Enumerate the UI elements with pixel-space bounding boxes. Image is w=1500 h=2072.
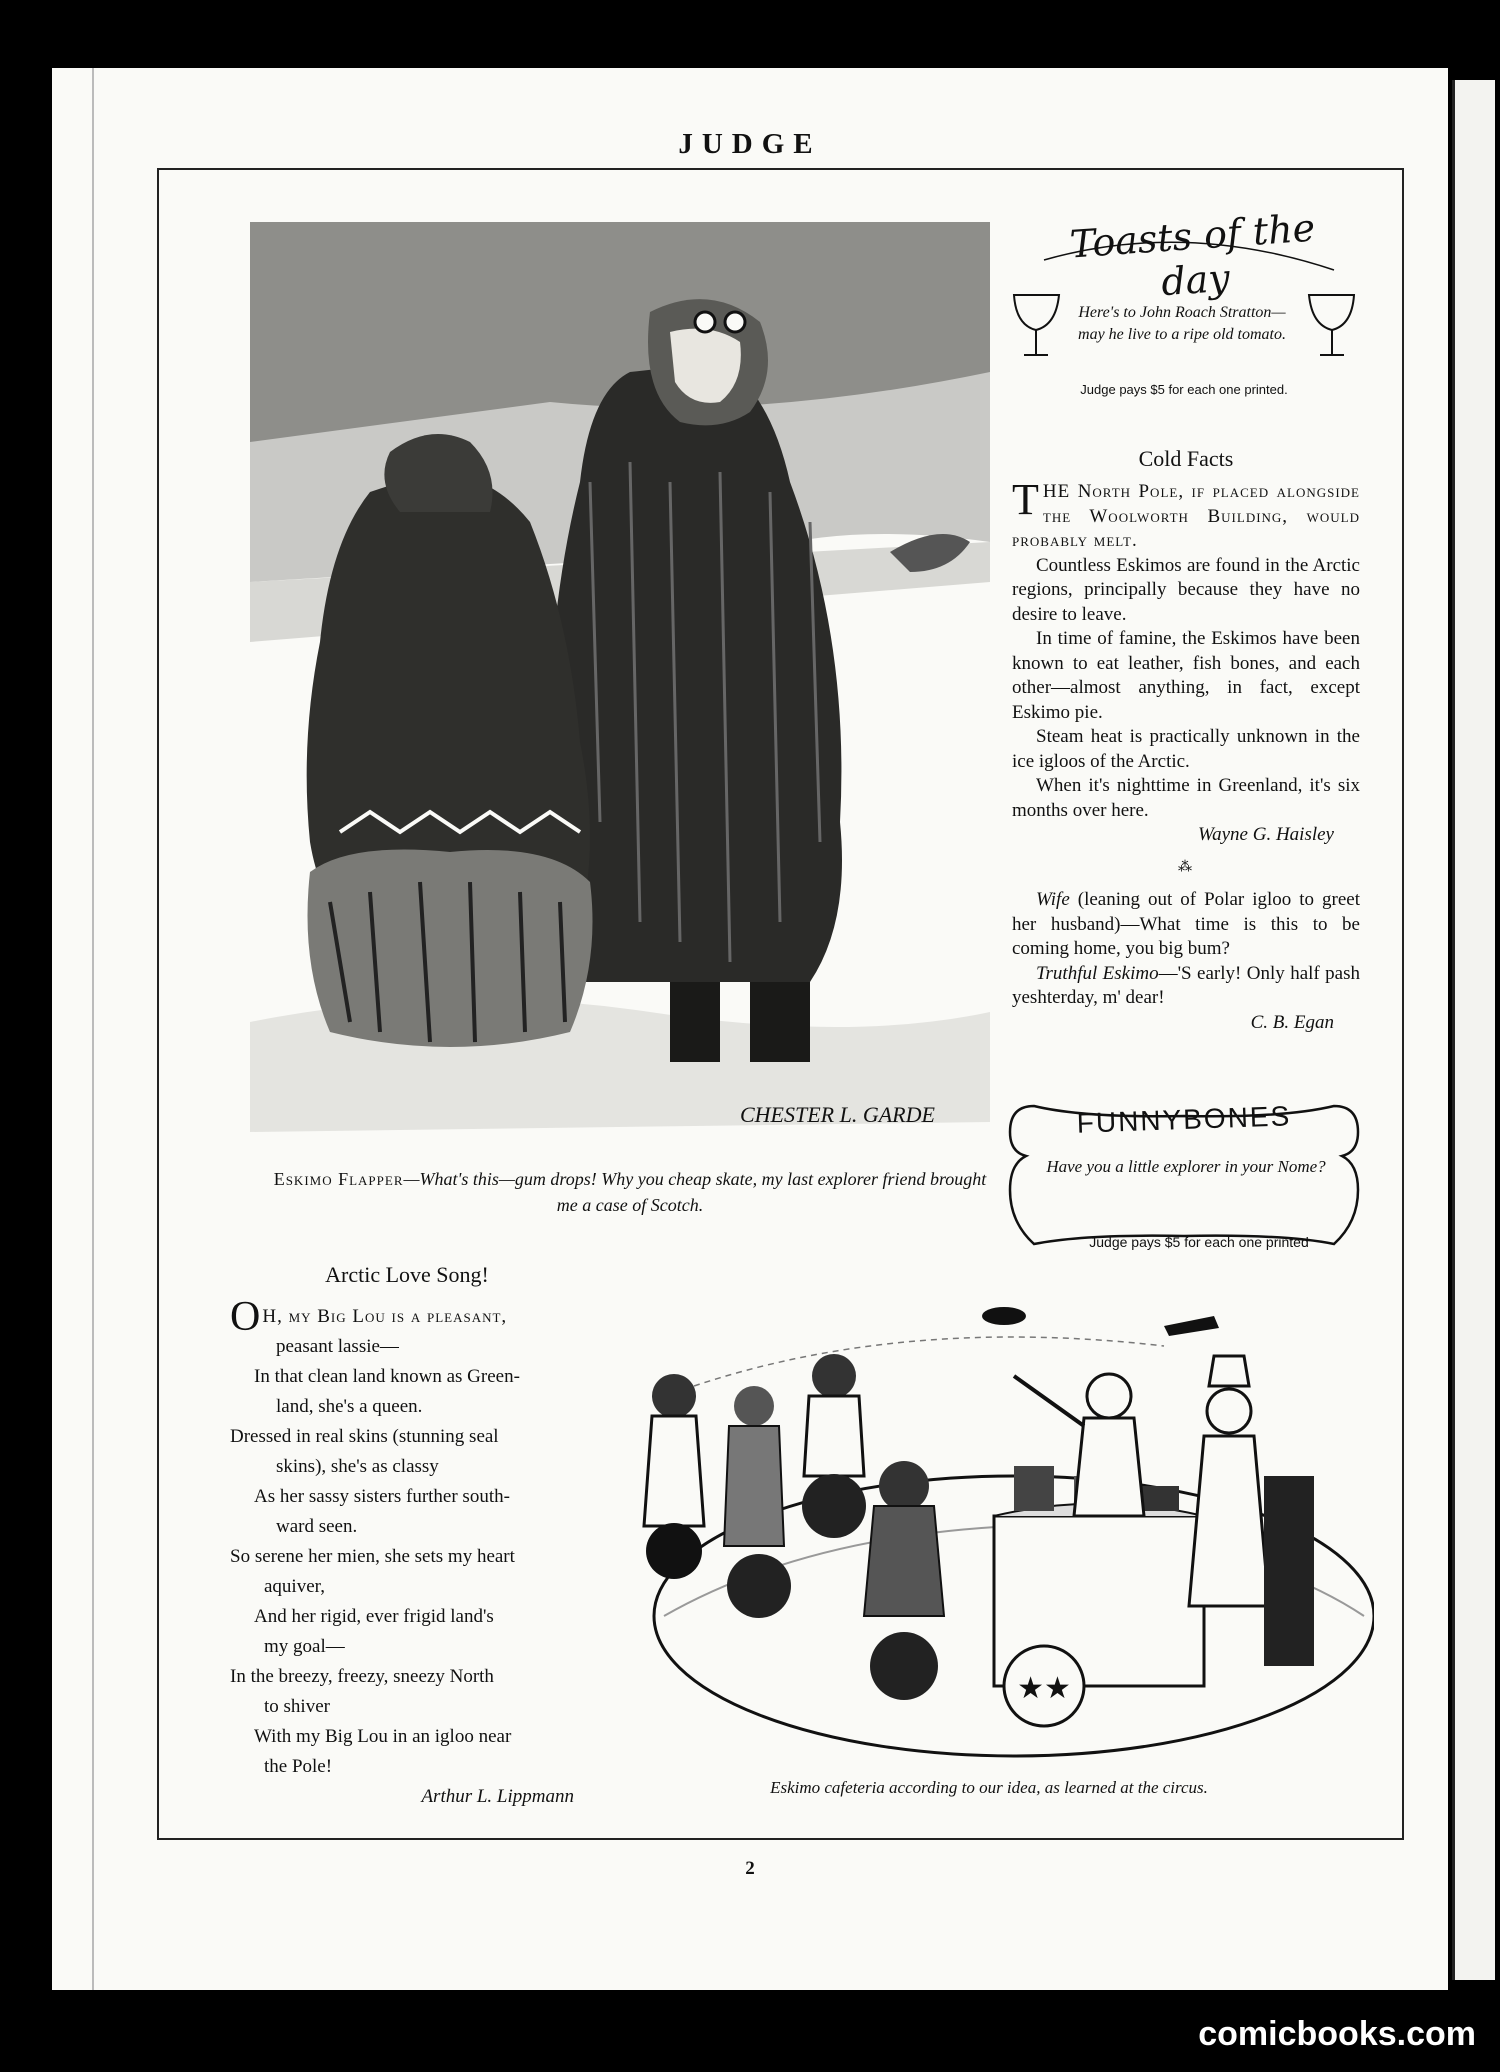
toasts-text: Here's to John Roach Stratton—may he live to a ripe old tomato. [1078,304,1286,343]
wife-speaker: Wife [1036,889,1070,910]
eskimo-cafeteria-caption: Eskimo cafeteria according to our idea, as learned at the circus. [770,1778,1208,1797]
cold-facts-p4: Steam heat is practically unknown in the ice igloos of the Arctic. [1012,726,1360,772]
poem-author: Arthur L. Lippmann [421,1786,574,1807]
poem-line: to shiver [264,1696,330,1717]
page-inner-edge [92,68,94,1990]
poem-line: aquiver, [264,1576,325,1597]
page-header: JUDGE [678,128,822,160]
star-ball-stars: ★★ [1017,1672,1071,1705]
funnybones-text: Have you a little explorer in your Nome? [1046,1157,1326,1176]
poem-line: With my Big Lou in an igloo near [254,1726,512,1747]
poem-line: land, she's a queen. [276,1396,423,1417]
caption-text: —What's this—gum drops! Why you cheap skate, my last explorer friend brought me a case of Scotch. [403,1169,987,1215]
poem-line: In that clean land known as Green- [254,1366,520,1387]
cartoon-signature: CHESTER L. GARDE [740,1102,935,1127]
section-ornament: ⁂ [1178,859,1194,875]
funnybones-title: FUNNYBONES [1076,1100,1292,1139]
poem-line: In the breezy, freezy, sneezy North [230,1666,494,1687]
eskimo-flapper-caption [270,1166,990,1218]
funnybones-payment-note: Judge pays $5 for each one printed [1089,1234,1309,1250]
cold-facts-p3: In time of famine, the Eskimos have been known to eat leather, fish bones, and each other—almost anything, in fact, except Eskimo pie. [1012,628,1360,723]
toasts-of-the-day-box [1004,205,1364,410]
poem-line: peasant lassie— [276,1336,399,1357]
eskimo-flapper-cartoon [250,222,990,1142]
poem-dropcap: O [230,1294,261,1340]
poem-title: Arctic Love Song! [325,1262,489,1287]
cold-facts-p5: When it's nighttime in Greenland, it's six months over here. [1012,775,1360,821]
cold-facts-title: Cold Facts [1138,446,1234,471]
poem-line: my goal— [264,1636,345,1657]
cold-facts-article [1012,475,1361,1035]
cold-facts-author: Wayne G. Haisley [1198,824,1334,845]
poem-line: As her sassy sisters further south- [254,1486,510,1507]
cold-facts-p2: Countless Eskimos are found in the Arctic regions, principally because they have no desire to leave. [1012,554,1360,625]
toasts-payment-note: Judge pays $5 for each one printed. [1080,382,1288,397]
poem-line: the Pole! [264,1756,333,1777]
poem-line: ward seen. [276,1516,358,1537]
poem-line: And her rigid, ever frigid land's [254,1606,494,1627]
arctic-love-song-poem [230,1294,582,1812]
poem-line: So serene her mien, she sets my heart [230,1546,515,1567]
funnybones-box [1004,1094,1364,1254]
toasts-title: Toasts of the day [1068,205,1317,305]
page-number: 2 [745,1858,755,1879]
cold-facts-dropcap: T [1012,475,1039,524]
eskimo-speaker: Truthful Eskimo [1036,962,1159,984]
caption-speaker: Eskimo Flapper [273,1169,404,1189]
poem-line: Dressed in real skins (stunning seal [230,1426,499,1447]
eskimo-cafeteria-cartoon [604,1286,1374,1766]
wife-joke-author: C. B. Egan [1250,1011,1334,1033]
poem-line: H, my Big Lou is a pleasant, [262,1306,508,1327]
eskimo-line: —'S early! Only half pash yeshterday, m' dear! [1012,962,1361,1008]
poem-line: skins), she's as classy [276,1456,439,1477]
cold-facts-p1: HE North Pole, if placed alongside the Woolworth Building, would probably melt. [1012,481,1360,551]
facing-page-edge [1452,80,1495,1980]
site-watermark: comicbooks.com [1198,2015,1476,2053]
wife-line: (leaning out of Polar igloo to greet her husband)—What time is this to be coming home, you big bum? [1012,889,1360,959]
